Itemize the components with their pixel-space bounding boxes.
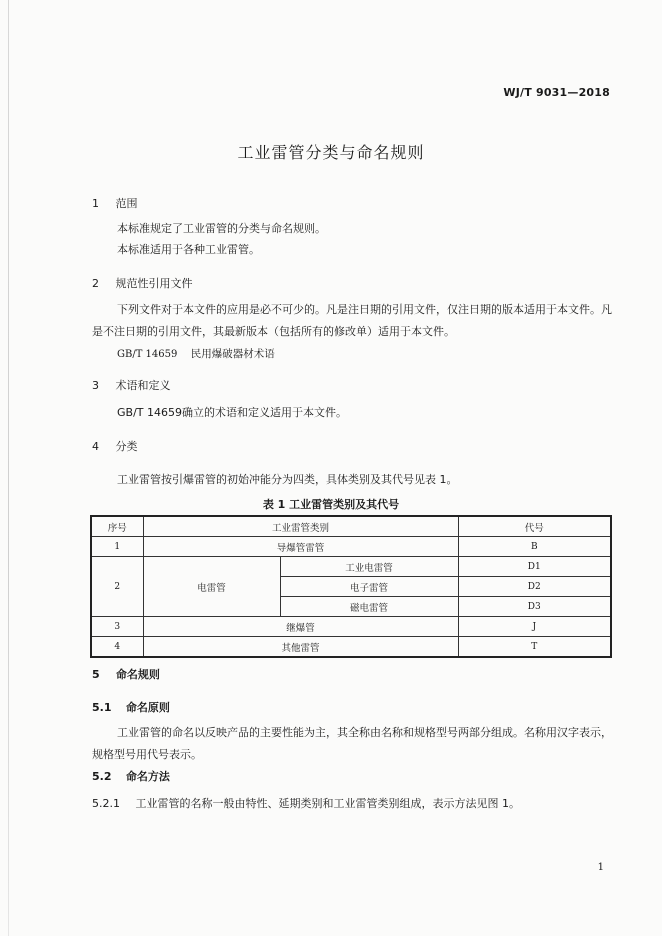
row-group: 电雷管 bbox=[143, 557, 280, 617]
standard-code: WJ/T 9031—2018 bbox=[503, 86, 610, 99]
classification-paragraph: 工业雷管按引爆雷管的初始冲能分为四类，具体类别及其代号见表 1。 bbox=[117, 473, 458, 486]
table-row bbox=[91, 637, 611, 658]
scope-paragraph-1: 本标准规定了工业雷管的分类与命名规则。 bbox=[117, 222, 326, 235]
section-title: 分类 bbox=[115, 440, 138, 453]
page-number: 1 bbox=[597, 862, 604, 873]
row-seq: 4 bbox=[91, 637, 143, 658]
section-number: 1 bbox=[92, 197, 99, 210]
table-row bbox=[91, 557, 611, 577]
section-number: 5.2.1 bbox=[92, 797, 120, 810]
row-code: D3 bbox=[458, 597, 611, 617]
reference-title: 民用爆破器材术语 bbox=[190, 348, 275, 360]
section-2-heading bbox=[92, 275, 193, 291]
document-title: 工业雷管分类与命名规则 bbox=[237, 143, 425, 162]
section-number: 5 bbox=[92, 668, 100, 681]
terms-paragraph: GB/T 14659确立的术语和定义适用于本文件。 bbox=[117, 406, 347, 419]
section-title: 命名规则 bbox=[115, 668, 160, 681]
section-1-heading bbox=[92, 195, 138, 211]
normative-reference bbox=[117, 346, 275, 361]
section-title: 术语和定义 bbox=[115, 379, 171, 392]
row-code: T bbox=[458, 637, 611, 658]
row-seq: 3 bbox=[91, 617, 143, 637]
row-sub-name: 工业电雷管 bbox=[280, 557, 458, 577]
table-row bbox=[91, 537, 611, 557]
section-number: 5.1 bbox=[92, 701, 112, 714]
header-code: 代号 bbox=[458, 516, 611, 537]
section-5-heading bbox=[92, 666, 160, 682]
row-name: 导爆管雷管 bbox=[143, 537, 458, 557]
section-3-heading bbox=[92, 377, 171, 393]
row-code: D1 bbox=[458, 557, 611, 577]
row-name: 其他雷管 bbox=[143, 637, 458, 658]
row-seq: 1 bbox=[91, 537, 143, 557]
table-caption: 表 1 工业雷管类别及其代号 bbox=[262, 498, 400, 511]
section-4-heading bbox=[92, 438, 138, 454]
normative-paragraph: 下列文件对于本文件的应用是必不可少的。凡是注日期的引用文件，仅注日期的版本适用于本文件。凡是不注日期的引用文件，其最新版本（包括所有的修改单）适用于本文件。 bbox=[92, 303, 612, 338]
row-sub-name: 电子雷管 bbox=[280, 577, 458, 597]
table-header-row bbox=[91, 516, 611, 537]
row-code: B bbox=[458, 537, 611, 557]
item-text: 工业雷管的名称一般由特性、延期类别和工业雷管类别组成，表示方法见图 1。 bbox=[135, 797, 520, 810]
section-5-2-heading bbox=[92, 768, 170, 784]
principle-paragraph: 工业雷管的命名以反映产品的主要性能为主，其全称由名称和规格型号两部分组成。名称用汉字表示，规格型号用代号表示。 bbox=[92, 726, 612, 761]
row-sub-name: 磁电雷管 bbox=[280, 597, 458, 617]
row-code: D2 bbox=[458, 577, 611, 597]
section-title: 命名原则 bbox=[125, 701, 170, 714]
row-name: 继爆管 bbox=[143, 617, 458, 637]
section-5-2-1-item bbox=[92, 795, 520, 811]
header-category: 工业雷管类别 bbox=[143, 516, 458, 537]
scope-paragraph-2: 本标准适用于各种工业雷管。 bbox=[117, 243, 260, 256]
section-number: 4 bbox=[92, 440, 99, 453]
row-seq: 2 bbox=[91, 557, 143, 617]
table-row bbox=[91, 617, 611, 637]
header-seq: 序号 bbox=[91, 516, 143, 537]
category-table bbox=[90, 515, 612, 658]
section-number: 5.2 bbox=[92, 770, 112, 783]
section-number: 3 bbox=[92, 379, 99, 392]
section-title: 规范性引用文件 bbox=[115, 277, 193, 290]
section-number: 2 bbox=[92, 277, 99, 290]
reference-code: GB/T 14659 bbox=[117, 349, 178, 360]
section-5-1-heading bbox=[92, 699, 170, 715]
section-title: 范围 bbox=[115, 197, 138, 210]
row-code: J bbox=[458, 617, 611, 637]
section-title: 命名方法 bbox=[125, 770, 170, 783]
